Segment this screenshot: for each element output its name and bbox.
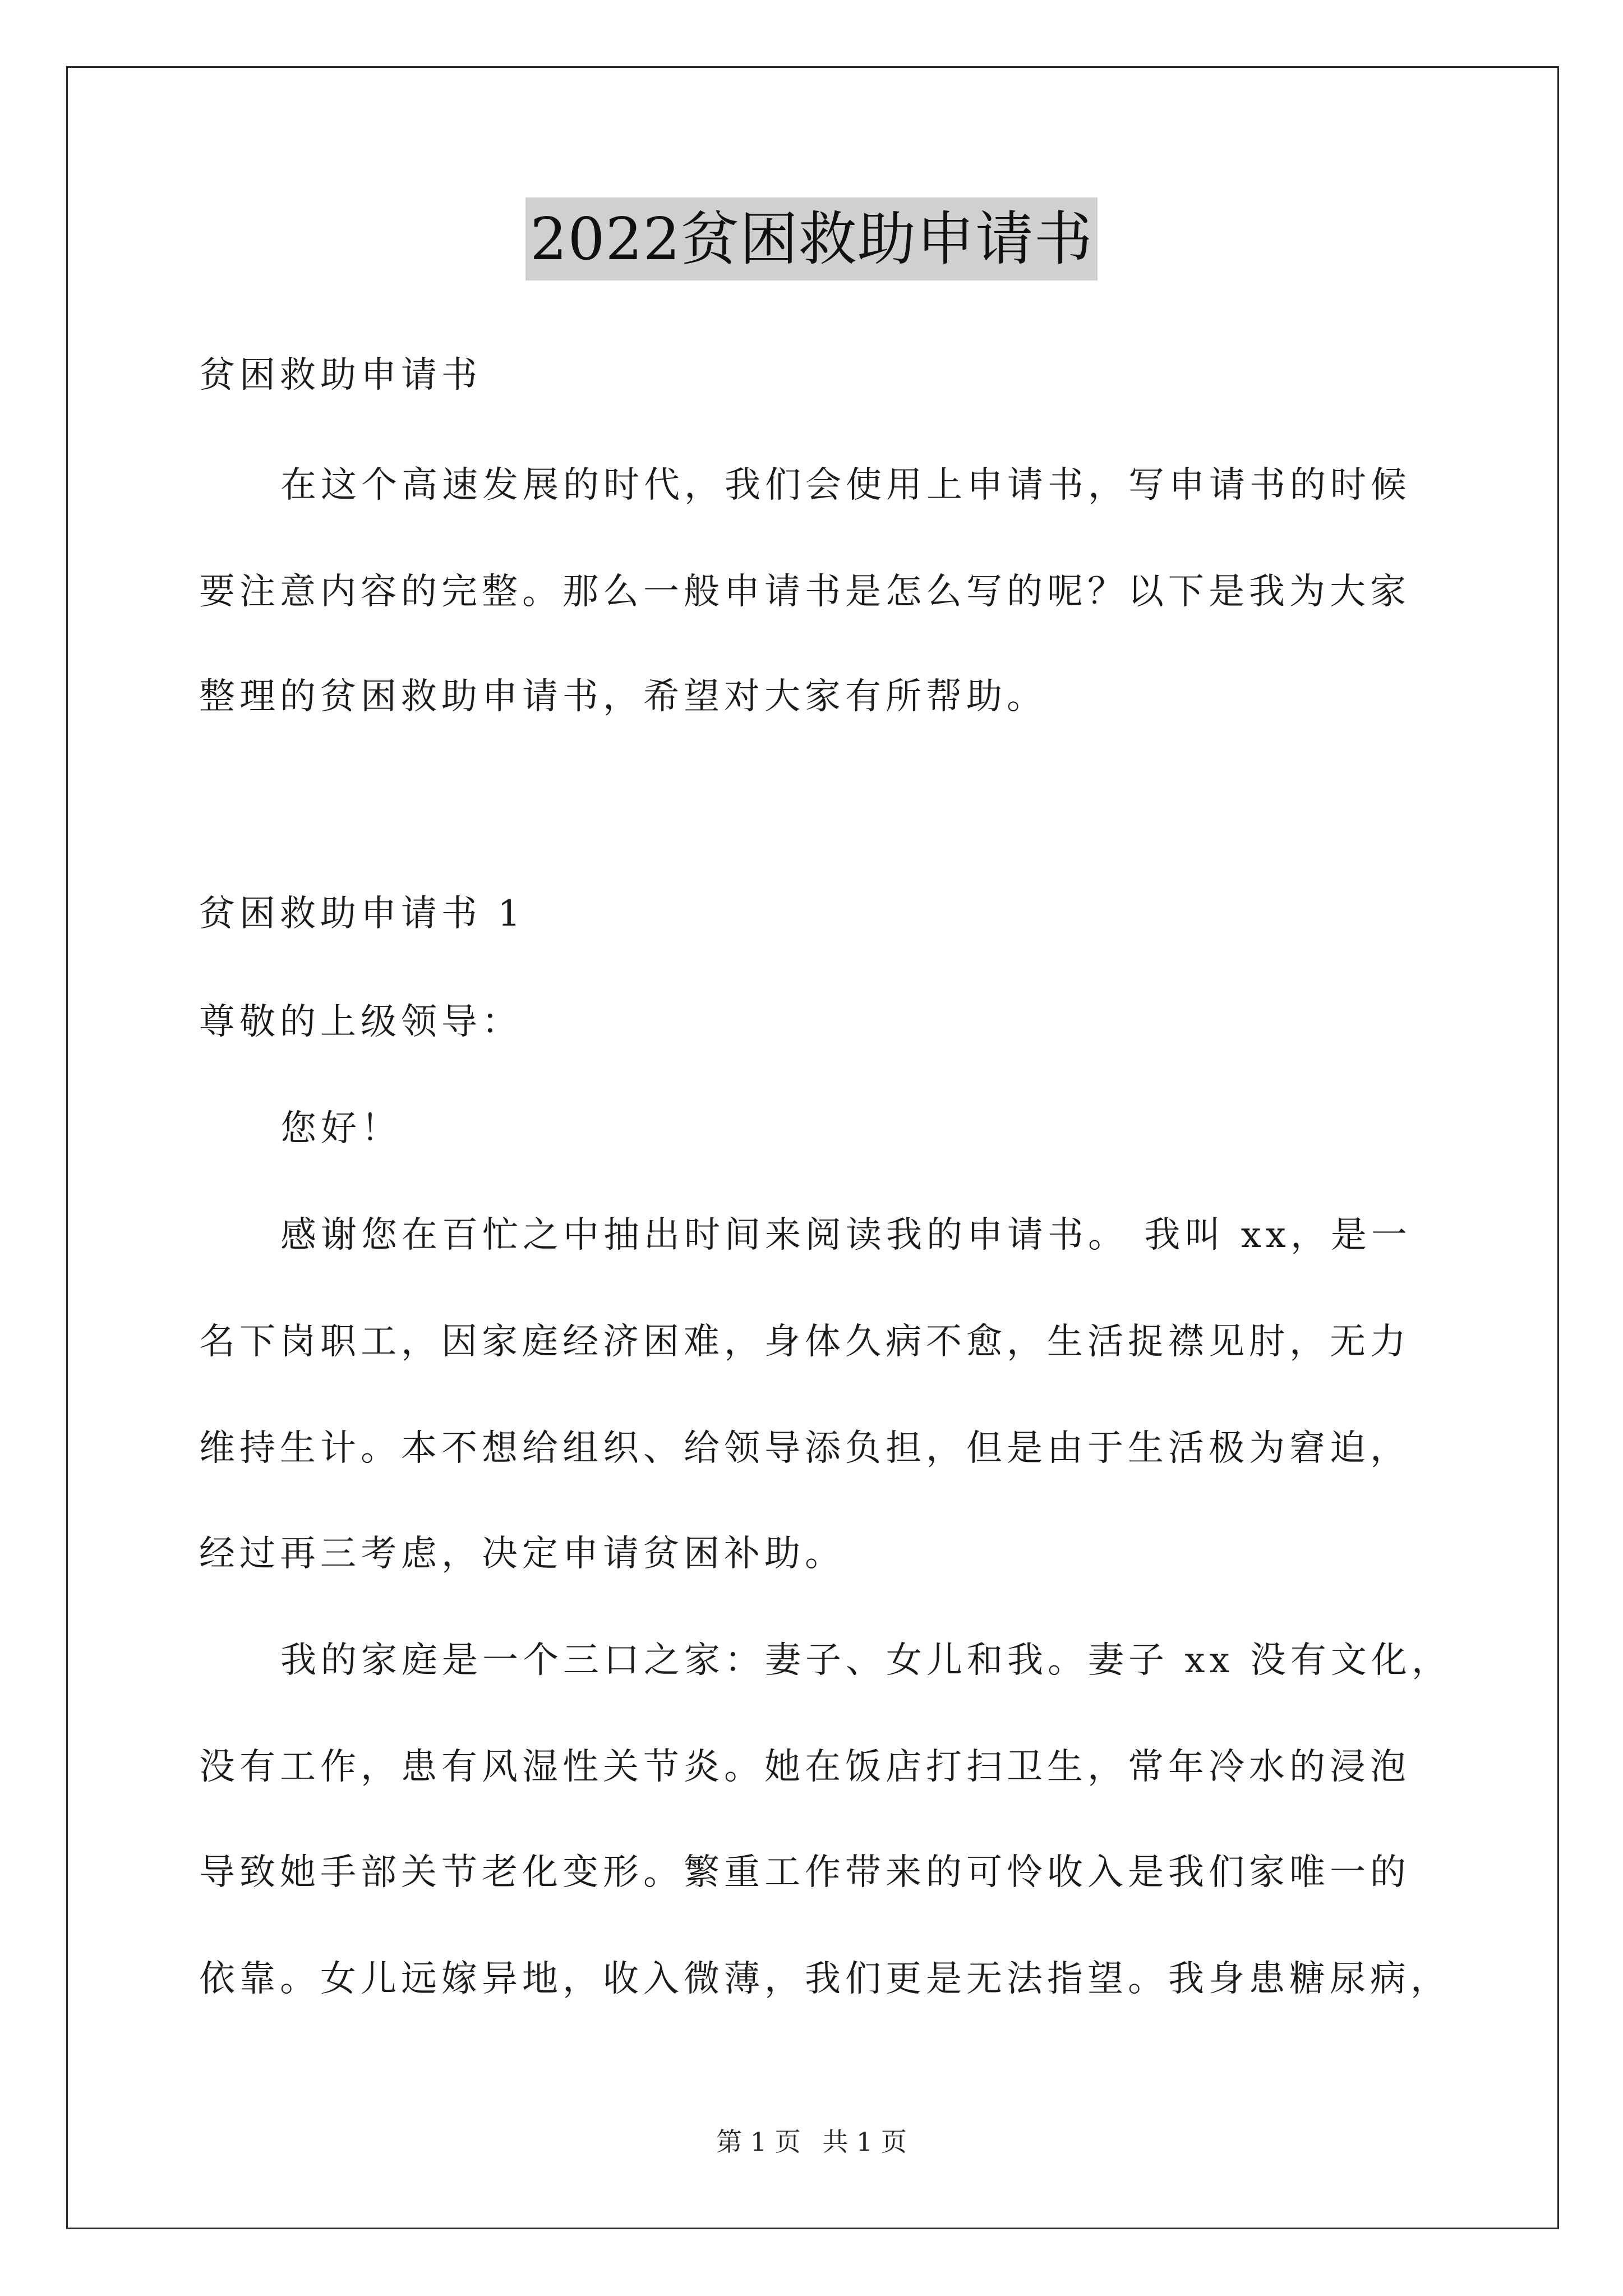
body-line-4: 经过再三考虑，决定申请贫困补助。 xyxy=(199,1533,845,1575)
body-line-3: 维持生计。本不想给组织、给领导添负担，但是由于生活极为窘迫， xyxy=(199,1428,1410,1469)
body-line-2: 名下岗职工，因家庭经济困难，身体久病不愈，生活捉襟见肘，无力 xyxy=(199,1321,1410,1363)
body-line-7: 导致她手部关节老化变形。繁重工作带来的可怜收入是我们家唯一的 xyxy=(199,1852,1410,1893)
body-line-6: 没有工作，患有风湿性关节炎。她在饭店打扫卫生，常年冷水的浸泡 xyxy=(199,1746,1410,1788)
page-total: 共 1 页 xyxy=(822,2127,907,2157)
page-number: 第 1 页 xyxy=(716,2127,801,2157)
document-title: 2022贫困救助申请书 xyxy=(525,197,1098,280)
body-line-1: 感谢您在百忙之中抽出时间来阅读我的申请书。 我叫 xx，是一 xyxy=(280,1214,1412,1256)
intro-line-1: 在这个高速发展的时代，我们会使用上申请书，写申请书的时候 xyxy=(280,464,1411,506)
title-container xyxy=(0,197,1623,280)
greeting: 您好！ xyxy=(280,1108,402,1149)
body-line-8: 依靠。女儿远嫁异地，收入微薄，我们更是无法指望。我身患糖尿病， xyxy=(199,1958,1451,2000)
body-line-5: 我的家庭是一个三口之家：妻子、女儿和我。妻子 xx 没有文化， xyxy=(280,1640,1452,1681)
intro-line-3: 整理的贫困救助申请书，希望对大家有所帮助。 xyxy=(199,676,1047,717)
section-heading: 贫困救助申请书 1 xyxy=(199,893,525,935)
intro-line-2: 要注意内容的完整。那么一般申请书是怎么写的呢？以下是我为大家 xyxy=(199,571,1410,613)
page-footer xyxy=(0,2125,1623,2159)
subtitle-line: 贫困救助申请书 xyxy=(199,355,482,396)
salutation: 尊敬的上级领导： xyxy=(199,1001,522,1043)
